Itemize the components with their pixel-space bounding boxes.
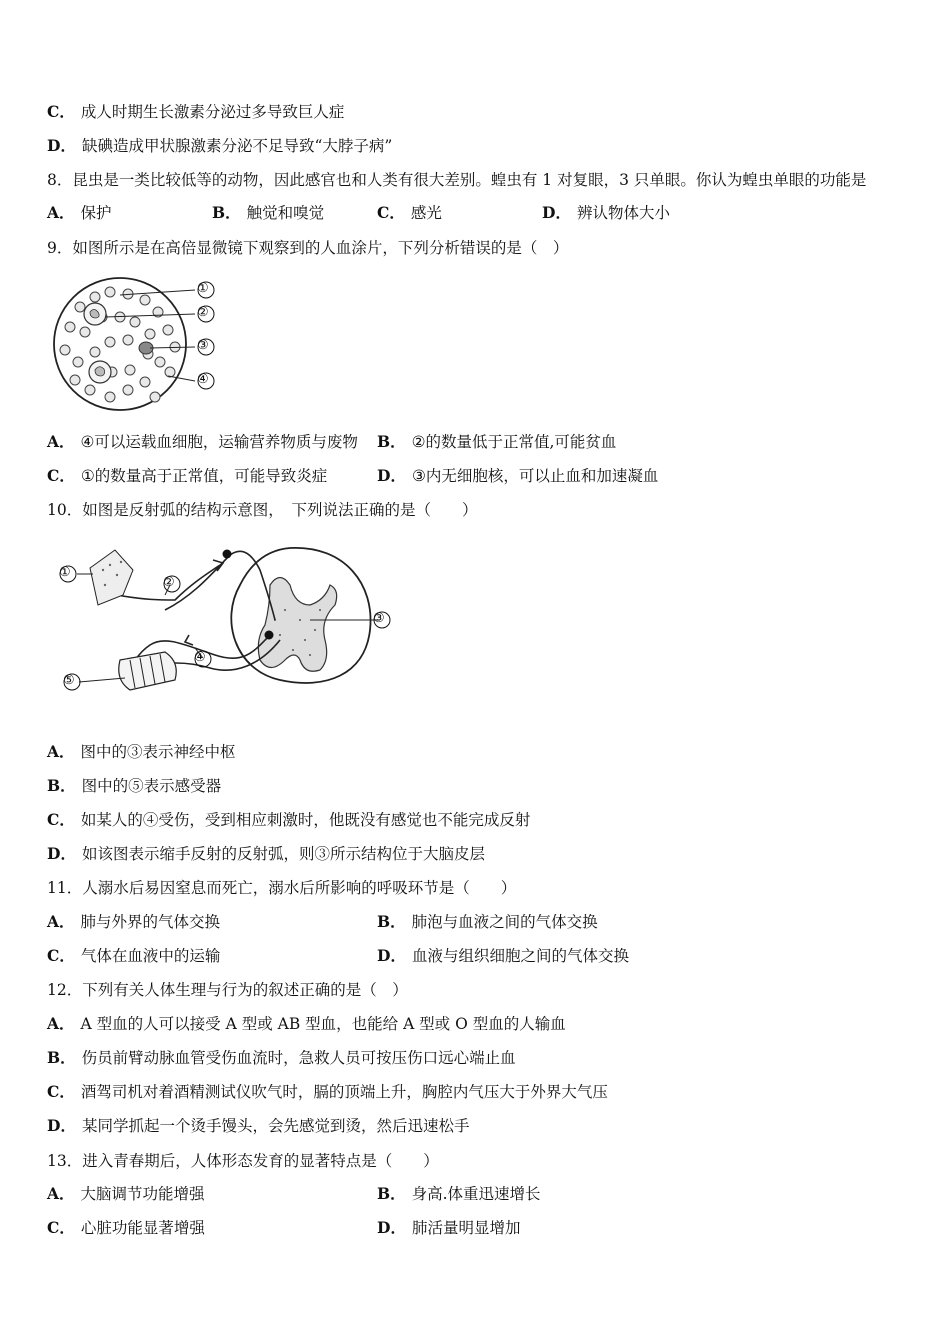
q9-stem: 9．如图所示是在高倍显微镜下观察到的人血涂片，下列分析错误的是（ ） (47, 239, 569, 257)
q7-option-d: D． 缺碘造成甲状腺激素分泌不足导致“大脖子病” (47, 136, 393, 155)
q9-fig-label-4: ④ (197, 372, 209, 387)
q9-option-d: D． ③内无细胞核，可以止血和加速凝血 (377, 466, 659, 485)
q12-option-a: A． A 型血的人可以接受 A 型或 AB 型血，也能给 A 型或 O 型血的人输血 (47, 1014, 566, 1033)
q13-option-b: B． 身高.体重迅速增长 (377, 1184, 541, 1203)
q9-option-b: B． ②的数量低于正常值,可能贫血 (377, 432, 617, 451)
q10-stem: 10．如图是反射弧的结构示意图， 下列说法正确的是（ ） (47, 501, 478, 519)
q12-option-c: C． 酒驾司机对着酒精测试仪吹气时，膈的顶端上升，胸腔内气压大于外界大气压 (47, 1082, 608, 1101)
q11-option-c: C． 气体在血液中的运输 (47, 946, 221, 965)
q13-option-c: C． 心脏功能显著增强 (47, 1218, 205, 1237)
q8-option-d: D． 辨认物体大小 (542, 203, 670, 222)
q8-option-b: B． 触觉和嗅觉 (212, 203, 325, 222)
blood-smear-figure (50, 272, 225, 417)
q10-option-a: A． 图中的③表示神经中枢 (47, 742, 236, 761)
q10-option-b: B． 图中的⑤表示感受器 (47, 776, 222, 795)
q11-option-a: A． 肺与外界的气体交换 (47, 912, 221, 931)
q13-option-d: D． 肺活量明显增加 (377, 1218, 521, 1237)
q10-option-c: C． 如某人的④受伤，受到相应刺激时，他既没有感觉也不能完成反射 (47, 810, 531, 829)
q7-option-c: C． 成人时期生长激素分泌过多导致巨人症 (47, 102, 345, 121)
q10-option-d: D． 如该图表示缩手反射的反射弧，则③所示结构位于大脑皮层 (47, 844, 485, 863)
q13-option-a: A． 大脑调节功能增强 (47, 1184, 205, 1203)
q11-option-d: D． 血液与组织细胞之间的气体交换 (377, 946, 629, 965)
q12-stem: 12．下列有关人体生理与行为的叙述正确的是（ ） (47, 981, 408, 999)
q9-fig-label-3: ③ (197, 338, 209, 353)
q13-stem: 13．进入青春期后，人体形态发育的显著特点是（ ） (47, 1152, 439, 1170)
q8-stem: 8．昆虫是一类比较低等的动物，因此感官也和人类有很大差别。蝗虫有 1 对复眼，3 只单眼。你认为蝗虫单眼的功能是 (47, 171, 867, 189)
q10-fig-label-4: ④ (194, 650, 206, 665)
q9-fig-label-2: ② (197, 305, 209, 320)
q8-option-a: A． 保护 (47, 203, 112, 222)
q10-fig-label-3: ③ (373, 611, 385, 626)
q10-fig-label-5: ⑤ (63, 673, 75, 688)
q11-stem: 11．人溺水后易因窒息而死亡，溺水后所影响的呼吸环节是（ ） (47, 879, 517, 897)
q12-option-b: B． 伤员前臂动脉血管受伤血流时，急救人员可按压伤口远心端止血 (47, 1048, 516, 1067)
q9-option-c: C． ①的数量高于正常值，可能导致炎症 (47, 466, 328, 485)
q10-fig-label-2: ② (163, 575, 175, 590)
q10-fig-label-1: ① (59, 565, 71, 580)
q12-option-d: D． 某同学抓起一个烫手馒头，会先感觉到烫，然后迅速松手 (47, 1116, 470, 1135)
q8-option-c: C． 感光 (377, 203, 442, 222)
q11-option-b: B． 肺泡与血液之间的气体交换 (377, 912, 598, 931)
q9-option-a: A． ④可以运载血细胞，运输营养物质与废物 (47, 432, 358, 451)
q9-fig-label-1: ① (197, 281, 209, 296)
reflex-arc-figure (55, 540, 400, 710)
